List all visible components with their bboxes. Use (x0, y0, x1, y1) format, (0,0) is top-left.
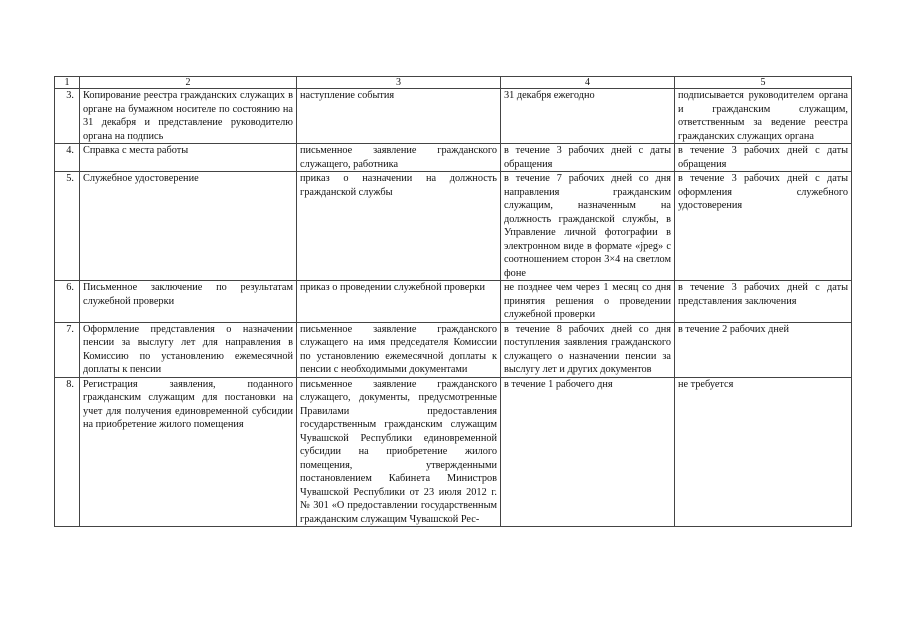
basis-cell: письменное заявление гражданского служащего на имя председателя Комиссии по установлению ежемесячной доплаты к пенсии с необходимыми документами (297, 322, 501, 377)
deadline-cell: в течение 7 рабочих дней со дня направления гражданским служащим, назначенным на должность гражданской службы, в Управление личной фотографии в электронном виде в формате «jpeg» с соотношением сторон 3×4 на светлом фоне (501, 172, 675, 281)
header-cell-2: 2 (80, 77, 297, 89)
document-name-cell: Служебное удостоверение (80, 172, 297, 281)
deadline-cell: 31 декабря ежегодно (501, 89, 675, 144)
header-cell-3: 3 (297, 77, 501, 89)
header-cell-4: 4 (501, 77, 675, 89)
table-header-row (55, 77, 852, 89)
term-cell: в течение 2 рабочих дней (675, 322, 852, 377)
header-cell-1: 1 (55, 77, 80, 89)
document-name-cell: Регистрация заявления, поданного гражданским служащим для постановки на учет для получения единовременной субсидии на приобретение жилого помещения (80, 377, 297, 527)
table-row (55, 144, 852, 172)
basis-cell: наступление события (297, 89, 501, 144)
table-row (55, 281, 852, 323)
document-name-cell: Письменное заключение по результатам служебной проверки (80, 281, 297, 323)
table-row (55, 322, 852, 377)
basis-cell: письменное заявление гражданского служащего, работника (297, 144, 501, 172)
table-row (55, 89, 852, 144)
basis-cell: приказ о проведении служебной проверки (297, 281, 501, 323)
document-table (54, 76, 852, 527)
deadline-cell: в течение 3 рабочих дней с даты обращения (501, 144, 675, 172)
document-name-cell: Справка с места работы (80, 144, 297, 172)
term-cell: в течение 3 рабочих дней с даты обращения (675, 144, 852, 172)
term-cell: в течение 3 рабочих дней с даты представления заключения (675, 281, 852, 323)
row-number: 3. (55, 89, 80, 144)
row-number: 4. (55, 144, 80, 172)
row-number: 5. (55, 172, 80, 281)
term-cell: не требуется (675, 377, 852, 527)
table-row (55, 172, 852, 281)
term-cell: в течение 3 рабочих дней с даты оформления служебного удостоверения (675, 172, 852, 281)
deadline-cell: в течение 1 рабочего дня (501, 377, 675, 527)
deadline-cell: в течение 8 рабочих дней со дня поступления заявления гражданского служащего о назначении пенсии за выслугу лет и других документов (501, 322, 675, 377)
row-number: 8. (55, 377, 80, 527)
term-cell: подписывается руководителем органа и гражданским служащим, ответственным за ведение реестра гражданских служащих органа (675, 89, 852, 144)
header-cell-5: 5 (675, 77, 852, 89)
basis-cell: приказ о назначении на должность гражданской службы (297, 172, 501, 281)
deadline-cell: не позднее чем через 1 месяц со дня принятия решения о проведении служебной проверки (501, 281, 675, 323)
row-number: 7. (55, 322, 80, 377)
document-name-cell: Оформление представления о назначении пенсии за выслугу лет для направления в Комиссию по установлению ежемесячной доплаты к пенсии (80, 322, 297, 377)
document-name-cell: Копирование реестра гражданских служащих в органе на бумажном носителе по состоянию на 31 декабря и представление руководителю органа на подпись (80, 89, 297, 144)
table-row (55, 377, 852, 527)
basis-cell: письменное заявление гражданского служащего, документы, предусмотренные Правилами предоставления государственным гражданским служащим Чувашской Республики единовременной субсидии на приобретение жилого помещения, утвержденными постановлением Кабинета Министров Чувашской Республики от 23 июля 2012 г. № 301 «О предоставлении государственным гражданским служащим Чувашской Рес- (297, 377, 501, 527)
row-number: 6. (55, 281, 80, 323)
